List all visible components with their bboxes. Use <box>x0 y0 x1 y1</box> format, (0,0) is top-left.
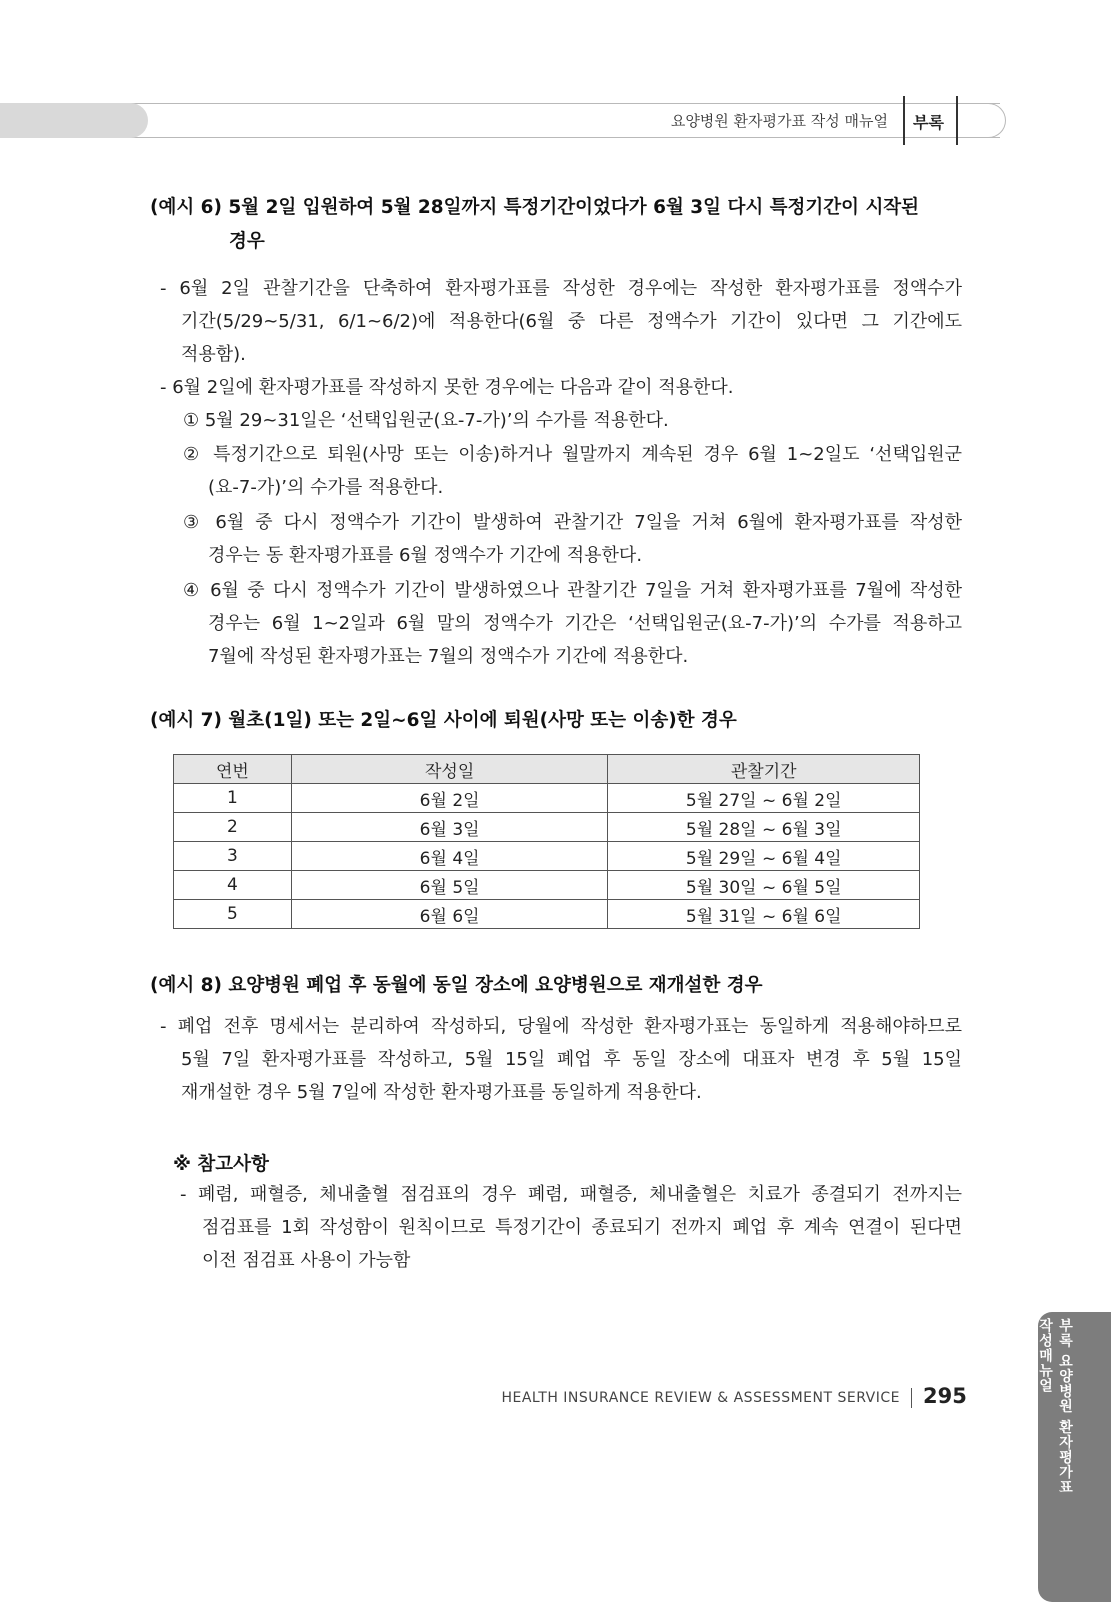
table-row <box>174 842 920 871</box>
header-end-cap <box>958 103 1006 138</box>
footer-org: HEALTH INSURANCE REVIEW & ASSESSMENT SERVICE <box>501 1390 900 1406</box>
header-title: 요양병원 환자평가표 작성 매뉴얼 <box>670 112 888 130</box>
footer-separator <box>911 1388 912 1408</box>
table-cell: 5 <box>174 900 292 929</box>
table-cell: 6월 4일 <box>291 842 608 871</box>
table-cell: 2 <box>174 813 292 842</box>
example8-heading: (예시 8) 요양병원 폐업 후 동월에 동일 장소에 요양병원으로 재개설한 경우 <box>150 975 763 996</box>
table-header-cell: 관찰기간 <box>608 755 920 784</box>
observation-period-table <box>173 754 920 929</box>
example6-item4: ④ 6월 중 다시 정액수가 기간이 발생하였으나 관찰기간 7일을 거쳐 환자평가표를 7월에 작성한 경우는 6월 1~2일과 6월 말의 정액수가 기간은 ‘선택입원군(요-7-가)’의 수가를 적용하고 7월에 작성된 환자평가표는 7월의 정액수가 기간에 적용한다. <box>183 580 962 667</box>
example8-bullet1: - 폐업 전후 명세서는 분리하여 작성하되, 당월에 작성한 환자평가표는 동일하게 적용해야하므로 5월 7일 환자평가표를 작성하고, 5월 15일 폐업 후 동일 장소에 대표자 변경 후 5월 15일 재개설한 경우 5월 7일에 작성한 환자평가표를 동일하게 적용한다. <box>160 1016 962 1103</box>
example6-heading-cont: 경우 <box>229 231 265 252</box>
example6-heading: (예시 6) 5월 2일 입원하여 5월 28일까지 특정기간이었다가 6월 3일 다시 특정기간이 시작된 <box>150 197 920 218</box>
note-bullet1: - 폐렴, 패혈증, 체내출혈 점검표의 경우 폐렴, 패혈증, 체내출혈은 치료가 종결되기 전까지는 점검표를 1회 작성함이 원칙이므로 특정기간이 종료되기 전까지 폐업 후 계속 연결이 된다면 이전 점검표 사용이 가능함 <box>180 1184 962 1271</box>
table-cell: 6월 3일 <box>291 813 608 842</box>
table-cell: 5월 27일 ~ 6월 2일 <box>608 784 920 813</box>
example6-item3: ③ 6월 중 다시 정액수가 기간이 발생하여 관찰기간 7일을 거쳐 6월에 환자평가표를 작성한 경우는 동 환자평가표를 6월 정액수가 기간에 적용한다. <box>183 512 962 566</box>
table-header-row <box>174 755 920 784</box>
example6-bullet2: - 6월 2일에 환자평가표를 작성하지 못한 경우에는 다음과 같이 적용한다. <box>160 377 734 398</box>
header-tag: 부록 <box>913 113 944 132</box>
table-cell: 1 <box>174 784 292 813</box>
example6-item2: ② 특정기간으로 퇴원(사망 또는 이송)하거나 월말까지 계속된 경우 6월 1~2일도 ‘선택입원군 (요-7-가)’의 수가를 적용한다. <box>183 444 962 498</box>
table-row <box>174 871 920 900</box>
example6-bullet1: - 6월 2일 관찰기간을 단축하여 환자평가표를 작성한 경우에는 작성한 환자평가표를 정액수가 기간(5/29~5/31, 6/1~6/2)에 적용한다(6월 중 다른 정액수가 기간이 있다면 그 기간에도 적용함). <box>160 278 962 365</box>
table-row <box>174 900 920 929</box>
table-cell: 6월 5일 <box>291 871 608 900</box>
note-heading: ※ 참고사항 <box>173 1154 269 1175</box>
table-cell: 5월 30일 ~ 6월 5일 <box>608 871 920 900</box>
table-cell: 4 <box>174 871 292 900</box>
table-cell: 5월 29일 ~ 6월 4일 <box>608 842 920 871</box>
table-cell: 6월 2일 <box>291 784 608 813</box>
table-cell: 5월 31일 ~ 6월 6일 <box>608 900 920 929</box>
table-header-cell: 연번 <box>174 755 292 784</box>
page-number: 295 <box>923 1384 967 1408</box>
example7-heading: (예시 7) 월초(1일) 또는 2일~6일 사이에 퇴원(사망 또는 이송)한 경우 <box>150 710 737 731</box>
table-cell: 5월 28일 ~ 6월 3일 <box>608 813 920 842</box>
header-grey-tab <box>0 103 148 138</box>
header-separator <box>903 96 905 145</box>
table-cell: 3 <box>174 842 292 871</box>
header-separator <box>956 96 958 145</box>
table-row <box>174 784 920 813</box>
table-cell: 6월 6일 <box>291 900 608 929</box>
side-tab-label: 부록 요양병원 환자평가표 작성매뉴얼 <box>1037 1318 1073 1495</box>
example6-item1: ① 5월 29~31일은 ‘선택입원군(요-7-가)’의 수가를 적용한다. <box>183 410 669 431</box>
table-row <box>174 813 920 842</box>
table-header-cell: 작성일 <box>291 755 608 784</box>
